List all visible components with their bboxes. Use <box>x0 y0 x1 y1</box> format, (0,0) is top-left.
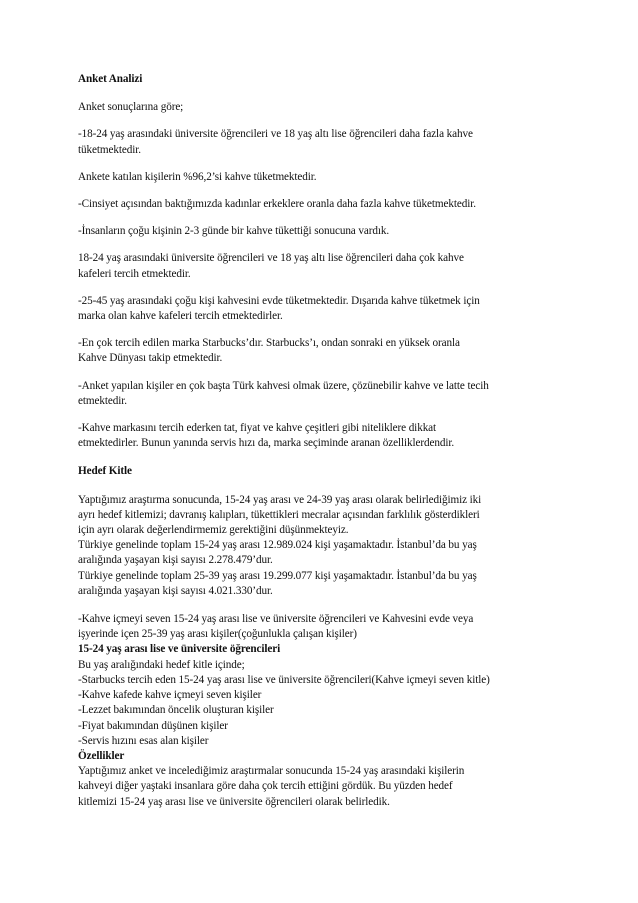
text-line: etmektedirler. Bunun yanında servis hızı da, marka seçiminde aranan özelliklerdendir. <box>78 437 455 450</box>
text-line: -Cinsiyet açısından baktığımızda kadınlar erkeklere oranla daha fazla kahve tüketmektedir. <box>78 198 476 211</box>
text-line: -Kahve içmeyi seven 15-24 yaş arası lise ve üniversite öğrencileri ve Kahvesini evde veya <box>78 613 474 626</box>
text-line: kitlemizi 15-24 yaş arası lise ve üniversite öğrencileri olarak belirledik. <box>78 795 390 808</box>
text-line: Hedef Kitle <box>78 465 132 478</box>
text-line: -Kahve kafede kahve içmeyi seven kişiler <box>78 689 262 702</box>
text-line: -Anket yapılan kişiler en çok başta Türk kahvesi olmak üzere, çözünebilir kahve ve latte tecih <box>78 379 489 392</box>
text-line: Bu yaş aralığındaki hedef kitle içinde; <box>78 658 245 671</box>
text-line: etmektedir. <box>78 394 127 407</box>
paragraph <box>78 100 578 115</box>
text-line: marka olan kahve kafeleri tercih etmektedirler. <box>78 310 283 323</box>
text-line: -18-24 yaş arasındaki üniversite öğrencileri ve 18 yaş altı lise öğrencileri daha fazla kahve <box>78 128 473 141</box>
text-line: için ayrı olarak değerlendirmemiz gerektiğini düşünmekteyiz. <box>78 524 349 537</box>
section-heading <box>78 72 578 87</box>
text-line: Türkiye genelinde toplam 15-24 yaş arası 12.989.024 kişi yaşamaktadır. İstanbul’da bu yaş <box>78 539 477 552</box>
paragraph <box>78 224 578 239</box>
text-line: Ankete katılan kişilerin %96,2’si kahve tüketmektedir. <box>78 170 317 183</box>
text-line: Türkiye genelinde toplam 25-39 yaş arası 19.299.077 kişi yaşamaktadır. İstanbul’da bu yaş <box>78 569 477 582</box>
paragraph <box>78 658 578 749</box>
text-line: ayrı hedef kitlemizi; davranış kalıpları, tükettikleri mecralar açısından farklılık gösterdikleri <box>78 508 480 521</box>
text-line: -Servis hızını esas alan kişiler <box>78 734 209 747</box>
text-line: -İnsanların çoğu kişinin 2-3 günde bir kahve tükettiği sonucuna vardık. <box>78 225 390 238</box>
text-line: Yaptığımız araştırma sonucunda, 15-24 yaş arası ve 24-39 yaş arası olarak belirlediğimiz iki <box>78 493 482 506</box>
text-line: işyerinde içen 25-39 yaş arası kişiler(çoğunlukla çalışan kişiler) <box>78 628 357 641</box>
text-line: -Starbucks tercih eden 15-24 yaş arası lise ve üniversite öğrencileri(Kahve içmeyi seven kitle) <box>78 673 490 686</box>
text-line: kafeleri tercih etmektedir. <box>78 267 191 280</box>
text-line: -Fiyat bakımından düşünen kişiler <box>78 719 228 732</box>
text-line: Özellikler <box>78 749 125 762</box>
text-line: 18-24 yaş arasındaki üniversite öğrencileri ve 18 yaş altı lise öğrencileri daha çok kahve <box>78 252 464 265</box>
paragraph <box>78 493 578 599</box>
paragraph <box>78 197 578 212</box>
section-heading <box>78 749 578 764</box>
paragraph <box>78 421 578 451</box>
text-line: tüketmektedir. <box>78 143 141 156</box>
paragraph <box>78 127 578 157</box>
paragraph <box>78 379 578 409</box>
text-line: kahveyi diğer yaştaki insanlara göre daha çok tercih ettiğini gördük. Bu yüzden hedef <box>78 780 453 793</box>
text-line: -Lezzet bakımından öncelik oluşturan kişiler <box>78 704 274 717</box>
paragraph <box>78 251 578 281</box>
text-line: aralığında yaşayan kişi sayısı 4.021.330’dur. <box>78 584 273 597</box>
section-heading <box>78 642 578 657</box>
paragraph <box>78 336 578 366</box>
text-line: -25-45 yaş arasındaki çoğu kişi kahvesini evde tüketmektedir. Dışarıda kahve tüketmek için <box>78 294 480 307</box>
text-line: Anket Analizi <box>78 73 143 85</box>
paragraph <box>78 764 578 810</box>
text-line: Kahve Dünyası takip etmektedir. <box>78 352 223 365</box>
paragraph <box>78 612 578 642</box>
text-line: aralığında yaşayan kişi sayısı 2.278.479’dur. <box>78 554 273 567</box>
paragraph <box>78 170 578 185</box>
text-line: Yaptığımız anket ve incelediğimiz araştırmalar sonucunda 15-24 yaş arasındaki kişilerin <box>78 765 465 778</box>
text-line: -En çok tercih edilen marka Starbucks’dır. Starbucks’ı, ondan sonraki en yüksek oranla <box>78 337 460 350</box>
text-line: Anket sonuçlarına göre; <box>78 101 184 114</box>
paragraph <box>78 294 578 324</box>
document-body <box>78 72 578 810</box>
section-heading <box>78 464 578 479</box>
text-line: -Kahve markasını tercih ederken tat, fiyat ve kahve çeşitleri gibi niteliklere dikkat <box>78 422 437 435</box>
text-line: 15-24 yaş arası lise ve üniversite öğrencileri <box>78 643 281 656</box>
